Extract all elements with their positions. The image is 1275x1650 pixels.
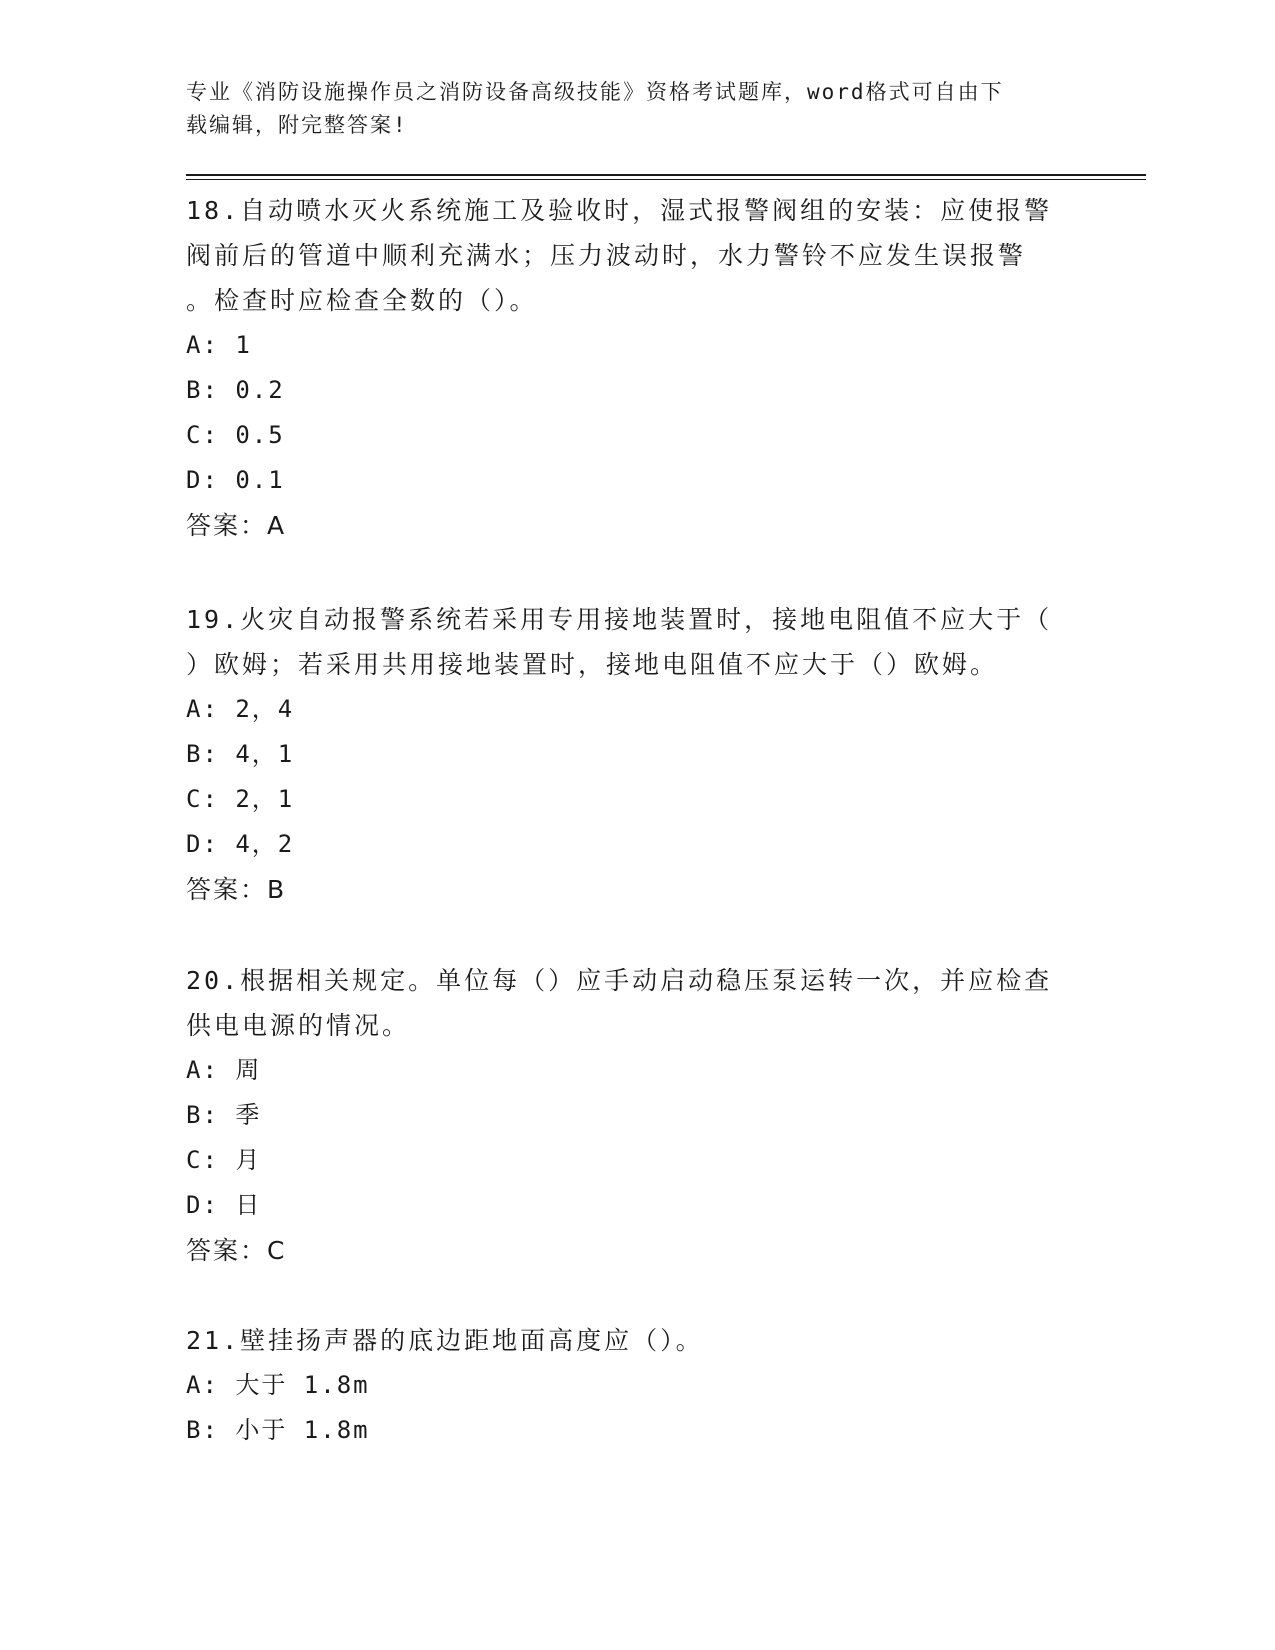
option-a: A: 2，4	[186, 695, 295, 723]
answer: 答案：B	[186, 875, 287, 904]
header-line: 载编辑，附完整答案!	[186, 113, 408, 137]
question-20	[186, 958, 1066, 1273]
option-d: D: 4，2	[186, 830, 295, 858]
question-18	[186, 188, 1066, 548]
question-stem: 阀前后的管道中顺利充满水；压力波动时，水力警铃不应发生误报警	[186, 241, 1027, 270]
option-d: D: 日	[186, 1191, 262, 1219]
option-a: A: 1	[186, 331, 252, 359]
option-b: B: 小于 1.8m	[186, 1416, 370, 1444]
option-c: C: 0.5	[186, 421, 285, 449]
option-c: C: 2，1	[186, 785, 295, 813]
question-19	[186, 597, 1066, 912]
header-divider	[186, 174, 1146, 176]
question-stem: 18.自动喷水灭火系统施工及验收时，湿式报警阀组的安装：应使报警	[186, 196, 1053, 225]
document-header	[186, 76, 1086, 142]
question-21	[186, 1318, 1066, 1453]
option-d: D: 0.1	[186, 466, 285, 494]
option-a: A: 大于 1.8m	[186, 1371, 370, 1399]
question-stem: 21.壁挂扬声器的底边距地面高度应（）。	[186, 1326, 704, 1355]
option-a: A: 周	[186, 1056, 262, 1084]
option-b: B: 季	[186, 1101, 262, 1129]
question-stem: ）欧姆；若采用共用接地装置时，接地电阻值不应大于（）欧姆。	[186, 650, 999, 679]
question-stem: 20.根据相关规定。单位每（）应手动启动稳压泵运转一次，并应检查	[186, 966, 1053, 995]
question-stem: 19.火灾自动报警系统若采用专用接地装置时，接地电阻值不应大于（	[186, 605, 1053, 634]
answer: 答案：A	[186, 511, 287, 540]
option-c: C: 月	[186, 1146, 262, 1174]
option-b: B: 0.2	[186, 376, 285, 404]
header-divider-thin	[186, 179, 1146, 180]
option-b: B: 4，1	[186, 740, 295, 768]
question-stem: 供电电源的情况。	[186, 1011, 411, 1040]
question-stem: 。检查时应检查全数的（）。	[186, 286, 538, 315]
header-line: 专业《消防设施操作员之消防设备高级技能》资格考试题库，word格式可自由下	[186, 80, 1004, 104]
answer: 答案：C	[186, 1236, 287, 1265]
